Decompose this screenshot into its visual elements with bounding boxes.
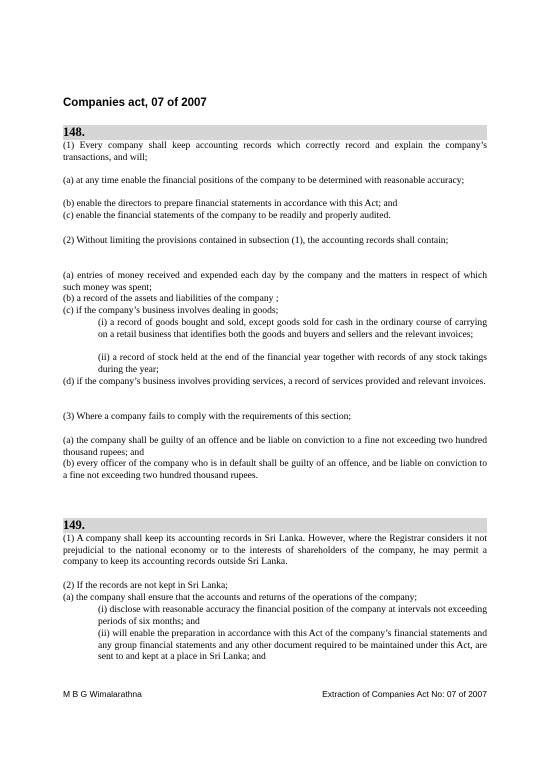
s148-subsection-2: (2) Without limiting the provisions contained in subsection (1), the accounting records shall contain; xyxy=(63,235,449,246)
s148-item-b: (b) enable the directors to prepare financial statements in accordance with this Act; and xyxy=(63,198,398,209)
s148-item-c: (c) enable the financial statements of the company to be readily and properly audited. xyxy=(63,210,391,221)
s148-2-c-item-ii: (ii) a record of stock held at the end of the financial year together with records of any stock takings during the year; xyxy=(98,352,487,375)
s148-2-item-a: (a) entries of money received and expended each day by the company and the matters in respect of which such money was spent; xyxy=(63,270,487,293)
s148-2-item-d: (d) if the company’s business involves providing services, a record of services provided and relevant invoices. xyxy=(63,376,486,387)
footer-document-reference: Extraction of Companies Act No: 07 of 2007 xyxy=(322,689,487,699)
s148-subsection-3: (3) Where a company fails to comply with the requirements of this section; xyxy=(63,411,352,422)
s149-2-item-a: (a) the company shall ensure that the accounts and returns of the operations of the company; xyxy=(63,592,418,603)
section-148-header xyxy=(63,125,487,140)
s149-2-a-item-i: (i) disclose with reasonable accuracy the financial position of the company at intervals not exceeding periods of six months; and xyxy=(98,604,487,627)
s149-subsection-1: (1) A company shall keep its accounting records in Sri Lanka. However, where the Registrar considers it not prejudicial to the national economy or to the interests of shareholders of the company, he may permit a company to keep its accounting records outside Sri Lanka. xyxy=(63,533,487,567)
s149-2-a-item-ii: (ii) will enable the preparation in accordance with this Act of the company’s financial statements and any group financial statements and any other document required to be maintained under this Act, are sent to and kept at a place in Sri Lanka; and xyxy=(98,628,487,662)
s148-3-item-a: (a) the company shall be guilty of an offence and be liable on conviction to a fine not exceeding two hundred thousand rupees; and xyxy=(63,435,487,458)
s148-2-c-item-i: (i) a record of goods bought and sold, except goods sold for cash in the ordinary course of carrying on a retail business that identifies both the goods and buyers and sellers and the relevant invoices; xyxy=(98,317,487,340)
s148-2-item-c: (c) if the company’s business involves dealing in goods; xyxy=(63,305,279,316)
s148-subsection-1: (1) Every company shall keep accounting records which correctly record and explain the company’s transactions, and will; xyxy=(63,140,487,163)
s148-item-a: (a) at any time enable the financial positions of the company to be determined with reasonable accuracy; xyxy=(63,175,465,186)
s148-3-item-b: (b) every officer of the company who is in default shall be guilty of an offence, and be liable on conviction to a fine not exceeding two hundred thousand rupees. xyxy=(63,458,487,481)
s149-subsection-2: (2) If the records are not kept in Sri Lanka; xyxy=(63,580,228,591)
section-149-header xyxy=(63,518,487,533)
document-title: Companies act, 07 of 2007 xyxy=(63,97,207,109)
section-148-number: 148. xyxy=(63,125,85,139)
footer-author: M B G Wimalarathna xyxy=(63,689,142,699)
section-149-number: 149. xyxy=(63,518,85,532)
s148-2-item-b: (b) a record of the assets and liabilities of the company ; xyxy=(63,293,279,304)
